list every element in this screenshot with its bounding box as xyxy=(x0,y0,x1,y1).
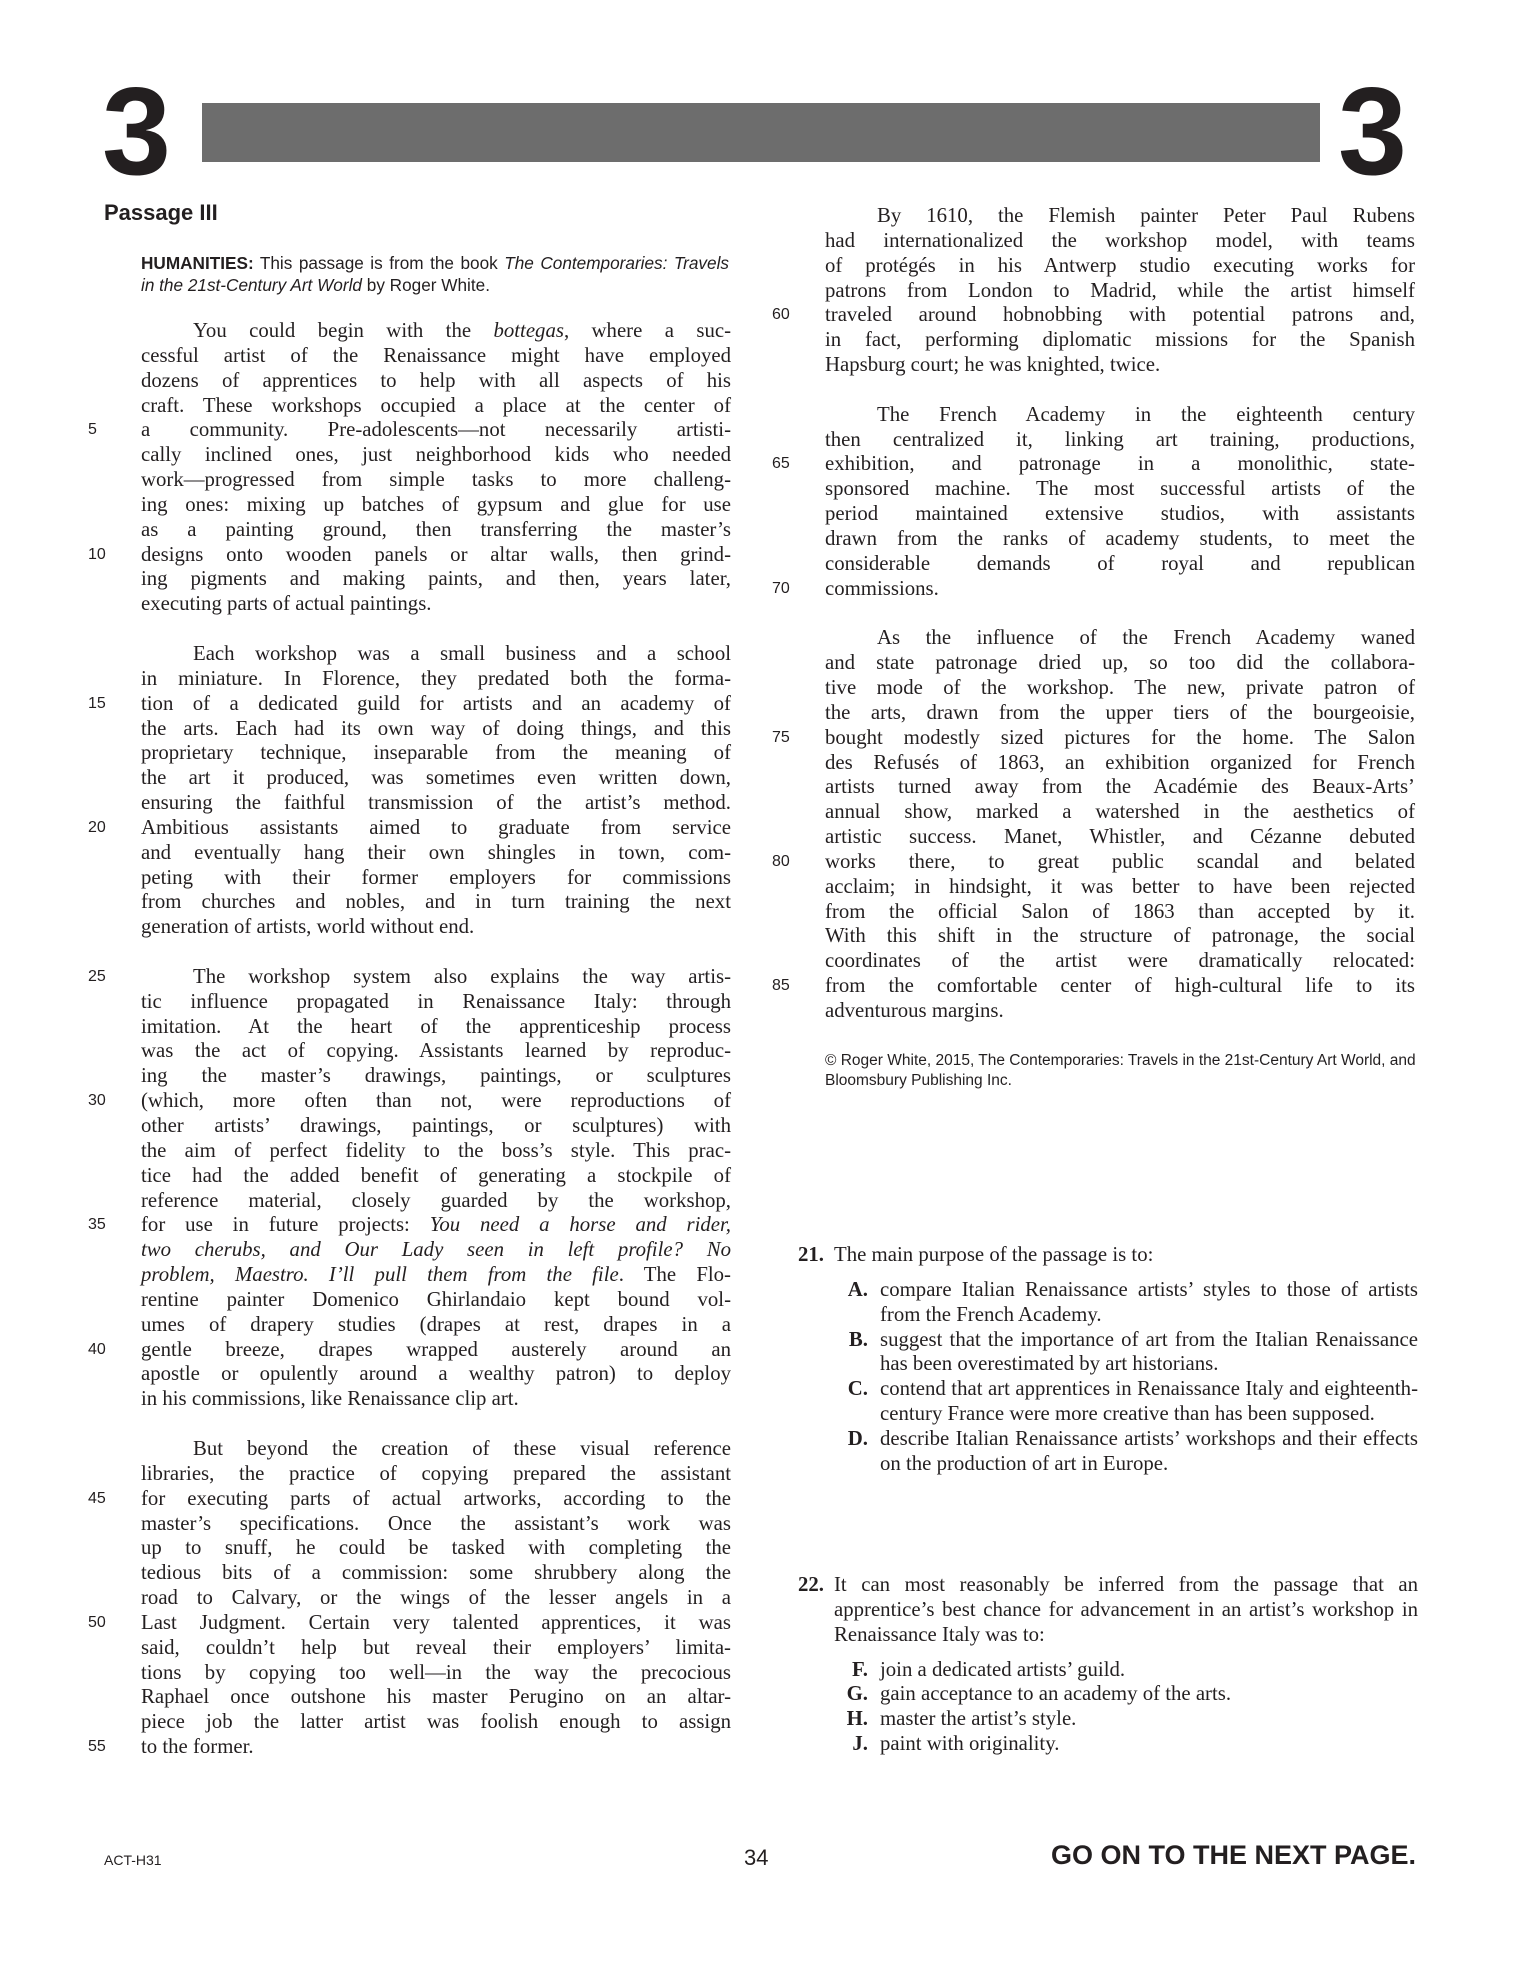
intro-text: This passage is from the book xyxy=(253,253,505,273)
passage-line xyxy=(88,964,731,990)
paragraph-gap xyxy=(141,1412,731,1437)
passage-line xyxy=(141,866,731,891)
line-number: 40 xyxy=(88,1340,106,1358)
passage-line xyxy=(825,328,1415,353)
answer-option-d[interactable] xyxy=(834,1427,1418,1477)
passage-line xyxy=(141,493,731,518)
passage-line xyxy=(88,1089,731,1114)
section-number-left: 3 xyxy=(102,63,171,201)
line-text: sponsored machine. The most successful artists of the xyxy=(825,477,1415,501)
passage-line xyxy=(141,1536,731,1561)
answer-option-a[interactable] xyxy=(834,1278,1418,1328)
passage-line xyxy=(825,204,1415,229)
passage-line xyxy=(825,651,1415,676)
line-text: in his commissions, like Renaissance clip art. xyxy=(141,1387,519,1411)
form-code: ACT-H31 xyxy=(104,1852,162,1868)
line-number: 75 xyxy=(772,728,790,746)
passage-line xyxy=(88,815,731,841)
line-text: proprietary technique, inseparable from the meaning of xyxy=(141,741,731,765)
line-text: drawn from the ranks of academy students, to meet the xyxy=(825,526,1415,550)
passage-line xyxy=(141,717,731,742)
line-text: The French Academy in the eighteenth century xyxy=(877,402,1415,426)
passage-line xyxy=(141,1462,731,1487)
passage-line xyxy=(825,552,1415,577)
line-text: imitation. At the heart of the apprenticeship process xyxy=(141,1014,731,1038)
line-text: for executing parts of actual artworks, according to the xyxy=(141,1486,731,1510)
line-text: tion of a dedicated guild for artists and an academy of xyxy=(141,691,731,715)
passage-line xyxy=(141,1710,731,1735)
line-text: generation of artists, world without end. xyxy=(141,915,475,939)
option-label: A. xyxy=(847,1277,868,1301)
line-text: artistic success. Manet, Whistler, and Cézanne debuted xyxy=(825,825,1415,849)
line-text: period maintained extensive studios, with assistants xyxy=(825,502,1415,526)
passage-line xyxy=(88,1213,731,1238)
line-text: Last Judgment. Certain very talented apprentices, it was xyxy=(141,1610,731,1634)
paragraph-gap xyxy=(825,602,1415,627)
question-number: 22. xyxy=(798,1573,824,1596)
line-text: But beyond the creation of these visual reference xyxy=(193,1436,731,1460)
question-stem: It can most reasonably be inferred from the passage that an apprentice’s best chance for advancement in an artist’s workshop in Renaissance Italy was to: xyxy=(834,1573,1418,1646)
passage-line xyxy=(825,800,1415,825)
passage-line xyxy=(141,369,731,394)
line-text: had internationalized the workshop model, with teams xyxy=(825,228,1415,252)
line-text: commissions. xyxy=(825,576,939,600)
line-text: bought modestly sized pictures for the home. The Salon xyxy=(825,725,1415,749)
intro-label: HUMANITIES: xyxy=(141,253,254,273)
passage-line xyxy=(772,303,1415,328)
passage-line xyxy=(88,1735,731,1760)
passage-line xyxy=(825,751,1415,776)
line-text: Ambitious assistants aimed to graduate from service xyxy=(141,815,731,839)
passage-line xyxy=(772,849,1415,875)
line-text: exhibition, and patronage in a monolithic, state- xyxy=(825,452,1415,476)
option-text: compare Italian Renaissance artists’ styles to those of artists from the French Academy. xyxy=(880,1277,1418,1326)
line-text: apostle or opulently around a wealthy patron) to deploy xyxy=(141,1362,731,1386)
passage-line xyxy=(141,1189,731,1214)
passage-line xyxy=(141,1039,731,1064)
line-text: With this shift in the structure of patronage, the social xyxy=(825,924,1415,948)
italic-text: two cherubs, and Our Lady seen in left profile? No xyxy=(141,1238,731,1262)
line-text: ing ones: mixing up batches of gypsum and glue for use xyxy=(141,492,731,516)
line-text: from the comfortable center of high-cultural life to its xyxy=(825,974,1415,998)
line-number: 65 xyxy=(772,455,790,473)
passage-line xyxy=(141,667,731,692)
paragraph-gap xyxy=(141,617,731,642)
question-21 xyxy=(788,1243,1418,1477)
line-text: from the official Salon of 1863 than accepted by it. xyxy=(825,899,1415,923)
passage-line xyxy=(141,394,731,419)
line-text: umes of drapery studies (drapes at rest, drapes in a xyxy=(141,1312,731,1336)
passage-line xyxy=(141,1139,731,1164)
answer-option-f[interactable] xyxy=(834,1658,1418,1683)
answer-option-c[interactable] xyxy=(834,1377,1418,1427)
line-number: 60 xyxy=(772,306,790,324)
line-text: and state patronage dried up, so too did the collabora- xyxy=(825,651,1415,675)
line-text: in fact, performing diplomatic missions for the Spanish xyxy=(825,328,1415,352)
line-text: piece job the latter artist was foolish enough to assign xyxy=(141,1710,731,1734)
line-text: annual show, marked a watershed in the aesthetics of xyxy=(825,800,1415,824)
line-number: 20 xyxy=(88,818,106,836)
passage-line xyxy=(141,1685,731,1710)
line-text: tive mode of the workshop. The new, private patron of xyxy=(825,676,1415,700)
passage-line xyxy=(141,741,731,766)
line-text: the art it produced, was sometimes even written down, xyxy=(141,766,731,790)
answer-option-j[interactable] xyxy=(834,1732,1418,1757)
line-text: to the former. xyxy=(141,1735,254,1759)
passage-line xyxy=(825,825,1415,850)
line-number: 15 xyxy=(88,694,106,712)
passage-line xyxy=(88,1610,731,1636)
passage-line xyxy=(825,701,1415,726)
passage-line xyxy=(141,766,731,791)
passage-line xyxy=(141,592,731,617)
passage-line xyxy=(141,518,731,543)
passage-line xyxy=(141,841,731,866)
line-number: 5 xyxy=(88,421,97,439)
passage-line xyxy=(141,344,731,369)
line-text: from churches and nobles, and in turn training the next xyxy=(141,890,731,914)
line-text: and eventually hang their own shingles in town, com- xyxy=(141,840,731,864)
line-number: 55 xyxy=(88,1738,106,1756)
line-text: up to snuff, he could be tasked with completing the xyxy=(141,1536,731,1560)
passage-line xyxy=(88,1337,731,1363)
line-text: the arts. Each had its own way of doing things, and this xyxy=(141,716,731,740)
line-text: dozens of apprentices to help with all aspects of his xyxy=(141,368,731,392)
passage-line xyxy=(825,403,1415,428)
line-text: ing pigments and making paints, and then, years later, xyxy=(141,567,731,591)
line-text: coordinates of the artist were dramatically relocated: xyxy=(825,949,1415,973)
option-label: G. xyxy=(846,1682,868,1706)
passage-title: Passage III xyxy=(104,200,218,225)
line-text: (which, more often than not, were reproductions of xyxy=(141,1089,731,1113)
line-text: master’s specifications. Once the assistant’s work was xyxy=(141,1511,731,1535)
passage-line xyxy=(825,502,1415,527)
line-text: considerable demands of royal and republican xyxy=(825,551,1415,575)
line-text: . The Flo- xyxy=(618,1263,731,1287)
passage-line xyxy=(825,229,1415,254)
option-text: master the artist’s style. xyxy=(880,1707,1077,1731)
line-text: cessful artist of the Renaissance might have employed xyxy=(141,343,731,367)
passage-line xyxy=(141,1164,731,1189)
italic-text: You need a horse and rider, xyxy=(429,1213,731,1237)
passage-line xyxy=(141,890,731,915)
line-text: peting with their former employers for commissions xyxy=(141,865,731,889)
passage-line xyxy=(825,477,1415,502)
line-text: tions by copying too well—in the way the precocious xyxy=(141,1660,731,1684)
paragraph-gap xyxy=(825,378,1415,403)
passage-line xyxy=(772,725,1415,751)
passage-line xyxy=(141,791,731,816)
passage-line xyxy=(141,1313,731,1338)
question-number: 21. xyxy=(798,1243,824,1266)
passage-line xyxy=(141,1387,731,1412)
line-text: By 1610, the Flemish painter Peter Paul Rubens xyxy=(877,204,1415,227)
line-text: The workshop system also explains the way artis- xyxy=(193,964,731,988)
section-header-bar xyxy=(202,103,1320,162)
passage-intro xyxy=(141,252,729,296)
passage-line xyxy=(141,1238,731,1263)
answer-option-b[interactable] xyxy=(834,1328,1418,1378)
passage-line xyxy=(141,642,731,667)
passage-line xyxy=(88,418,731,443)
page-number: 34 xyxy=(744,1845,769,1870)
option-text: gain acceptance to an academy of the arts. xyxy=(880,1682,1232,1706)
line-number: 50 xyxy=(88,1613,106,1631)
passage-line xyxy=(825,626,1415,651)
passage-line xyxy=(88,542,731,568)
passage-line xyxy=(772,576,1415,602)
passage-line xyxy=(141,1636,731,1661)
line-text: of protégés in his Antwerp studio executing works for xyxy=(825,253,1415,277)
italic-text: bottegas xyxy=(493,319,564,342)
line-text: reference material, closely guarded by the workshop, xyxy=(141,1188,731,1212)
passage-line xyxy=(772,974,1415,999)
intro-book-title: The Contemporaries: Travels in the 21st-Century Art World xyxy=(141,253,729,295)
line-text: cally inclined ones, just neighborhood kids who needed xyxy=(141,443,731,467)
passage-line xyxy=(141,1064,731,1089)
line-text: works there, to great public scandal and belated xyxy=(825,849,1415,873)
option-label: C. xyxy=(847,1377,868,1401)
line-text: other artists’ drawings, paintings, or sculptures) with xyxy=(141,1114,731,1137)
passage-line xyxy=(141,567,731,592)
line-text: As the influence of the French Academy waned xyxy=(877,626,1415,650)
passage-line xyxy=(141,990,731,1015)
italic-text: problem, Maestro. I’ll pull them from the file xyxy=(141,1263,619,1287)
line-text: libraries, the practice of copying prepared the assistant xyxy=(141,1461,731,1485)
passage-line xyxy=(141,1015,731,1040)
line-text: the arts, drawn from the upper tiers of the bourgeoisie, xyxy=(825,700,1415,724)
line-text: a community. Pre-adolescents—not necessarily artisti- xyxy=(141,418,731,442)
passage-line xyxy=(825,279,1415,304)
option-label: F. xyxy=(852,1657,868,1681)
passage-line xyxy=(88,1486,731,1512)
passage-line xyxy=(141,443,731,468)
option-label: B. xyxy=(848,1327,868,1351)
passage-line xyxy=(141,915,731,940)
passage-line xyxy=(825,949,1415,974)
passage-column-left xyxy=(88,319,731,1760)
option-text: paint with originality. xyxy=(880,1732,1060,1756)
line-text: in miniature. In Florence, they predated both the forma- xyxy=(141,666,731,690)
passage-line xyxy=(772,452,1415,477)
line-text: gentle breeze, drapes wrapped austerely around an xyxy=(141,1337,731,1361)
passage-line xyxy=(141,1586,731,1611)
passage-line xyxy=(825,676,1415,701)
line-text: tedious bits of a commission: some shrubbery along the xyxy=(141,1561,731,1585)
line-text: des Refusés of 1863, an exhibition organized for French xyxy=(825,750,1415,774)
section-number-right: 3 xyxy=(1338,63,1407,201)
go-on-next-page: GO ON TO THE NEXT PAGE. xyxy=(1050,1840,1416,1870)
passage-line xyxy=(88,691,731,717)
question-stem: The main purpose of the passage is to: xyxy=(834,1243,1154,1266)
line-number: 25 xyxy=(88,967,106,985)
line-text: Raphael once outshone his master Perugino on an altar- xyxy=(141,1685,731,1709)
line-text: road to Calvary, or the wings of the lesser angels in a xyxy=(141,1586,731,1610)
line-number: 35 xyxy=(88,1216,106,1234)
passage-line xyxy=(825,900,1415,925)
option-text: suggest that the importance of art from the Italian Renaissance has been overestimated by art historians. xyxy=(880,1327,1418,1376)
passage-line xyxy=(825,254,1415,279)
copyright-notice: © Roger White, 2015, The Contemporaries: Travels in the 21st-Century Art World, and Bloomsbury Publishing Inc. xyxy=(825,1052,1416,1089)
line-text: ensuring the faithful transmission of the artist’s method. xyxy=(141,791,731,815)
line-text: , where a suc- xyxy=(563,319,731,342)
line-text: Hapsburg court; he was knighted, twice. xyxy=(825,353,1161,377)
line-number: 30 xyxy=(88,1092,106,1110)
line-text: tice had the added benefit of generating a stockpile of xyxy=(141,1163,731,1187)
passage-line xyxy=(141,468,731,493)
line-number: 70 xyxy=(772,579,790,597)
intro-author: by Roger White. xyxy=(361,275,490,295)
line-text: as a painting ground, then transferring the master’s xyxy=(141,517,731,541)
line-text: acclaim; in hindsight, it was better to have been rejected xyxy=(825,874,1415,898)
line-number: 45 xyxy=(88,1489,106,1507)
line-text: traveled around hobnobbing with potential patrons and, xyxy=(825,303,1415,327)
line-text: artists turned away from the Académie des Beaux-Arts’ xyxy=(825,775,1415,799)
option-text: contend that art apprentices in Renaissance Italy and eighteenth-century France were more creative than has been supposed. xyxy=(880,1377,1418,1426)
line-text: You could begin with the xyxy=(193,319,494,342)
line-text: was the act of copying. Assistants learned by reproduc- xyxy=(141,1039,731,1063)
passage-line xyxy=(825,428,1415,453)
passage-column-right xyxy=(772,204,1415,1024)
passage-line xyxy=(825,999,1415,1024)
option-label: H. xyxy=(846,1707,868,1731)
passage-line xyxy=(825,775,1415,800)
passage-line xyxy=(141,1661,731,1686)
passage-line xyxy=(141,1263,731,1288)
passage-line xyxy=(141,1437,731,1462)
line-text: said, couldn’t help but reveal their employers’ limita- xyxy=(141,1635,731,1659)
passage-line xyxy=(825,353,1415,378)
line-text: for use in future projects: xyxy=(141,1213,430,1237)
line-text: then centralized it, linking art training, productions, xyxy=(825,427,1415,451)
passage-line xyxy=(825,527,1415,552)
line-number: 85 xyxy=(772,977,790,995)
passage-line xyxy=(141,1114,731,1139)
passage-line xyxy=(141,1288,731,1313)
passage-line xyxy=(141,1561,731,1586)
line-number: 10 xyxy=(88,545,106,563)
line-text: patrons from London to Madrid, while the artist himself xyxy=(825,278,1415,302)
line-text: Each workshop was a small business and a school xyxy=(193,641,731,665)
passage-line xyxy=(825,924,1415,949)
answer-option-h[interactable] xyxy=(834,1707,1418,1732)
answer-option-g[interactable] xyxy=(834,1682,1418,1707)
line-number: 80 xyxy=(772,852,790,870)
line-text: designs onto wooden panels or altar walls, then grind- xyxy=(141,542,731,566)
option-text: join a dedicated artists’ guild. xyxy=(880,1657,1126,1681)
option-text: describe Italian Renaissance artists’ workshops and their effects on the production of art in Europe. xyxy=(880,1426,1418,1475)
option-label: J. xyxy=(852,1732,868,1756)
line-text: tic influence propagated in Renaissance Italy: through xyxy=(141,989,731,1013)
line-text: the aim of perfect fidelity to the boss’s style. This prac- xyxy=(141,1138,731,1162)
paragraph-gap xyxy=(141,940,731,965)
question-22 xyxy=(788,1573,1418,1757)
line-text: work—progressed from simple tasks to more challeng- xyxy=(141,468,731,492)
passage-line xyxy=(825,875,1415,900)
line-text: executing parts of actual paintings. xyxy=(141,592,432,616)
line-text: adventurous margins. xyxy=(825,999,1004,1022)
line-text: rentine painter Domenico Ghirlandaio kept bound vol- xyxy=(141,1287,731,1311)
line-text: ing the master’s drawings, paintings, or sculptures xyxy=(141,1064,731,1088)
passage-line xyxy=(141,319,731,344)
line-text: craft. These workshops occupied a place at the center of xyxy=(141,393,731,417)
passage-line xyxy=(141,1362,731,1387)
option-label: D. xyxy=(847,1426,868,1450)
passage-line xyxy=(141,1512,731,1537)
